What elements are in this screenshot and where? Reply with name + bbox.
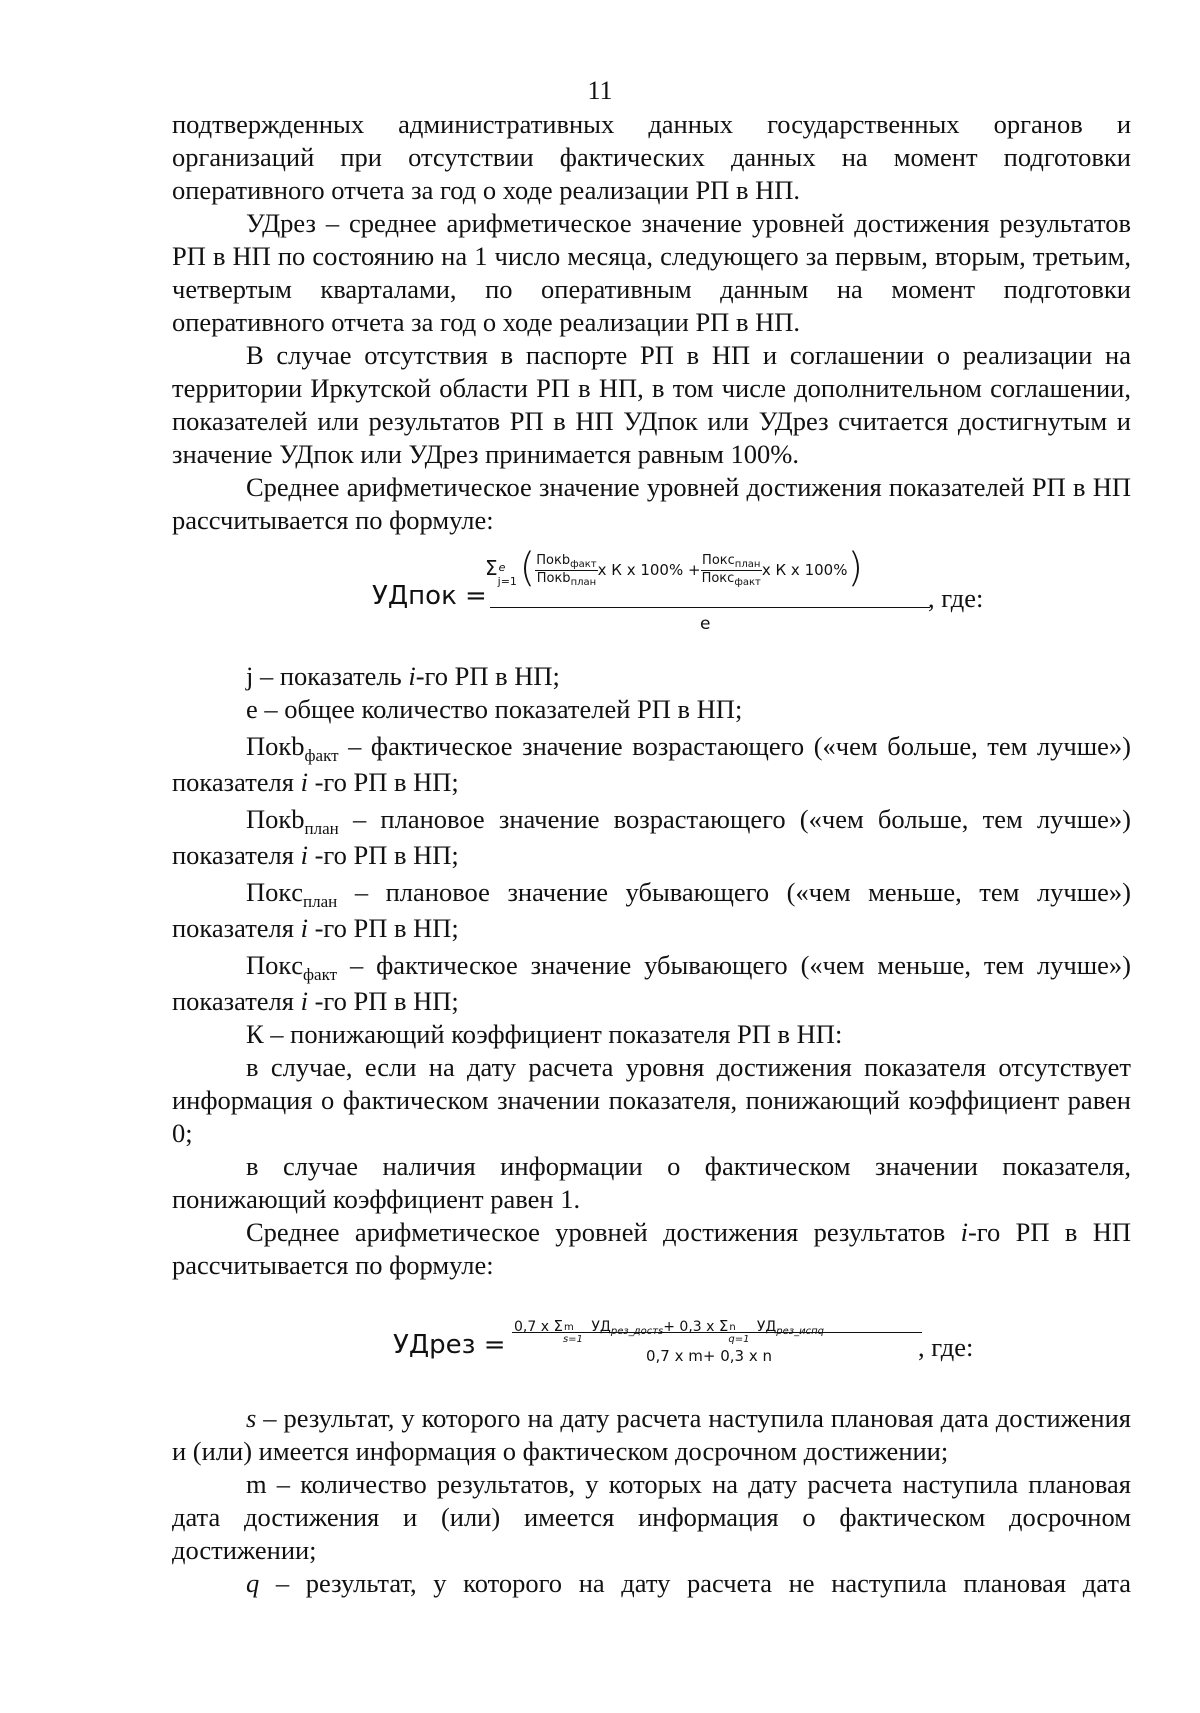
def-j-end: -го РП в НП;: [415, 661, 560, 691]
sum-upper: e: [498, 560, 506, 574]
def-bplan-italic: i: [300, 840, 308, 870]
paragraph-2: УДрез – среднее арифметическое значение уровней достижения результатов РП в НП по состоянию на 1 число месяца, следующего за первым, вторым, третьим, четвертым кварталами, по оперативным данным на момент подготовки оперативного отчета за год о ходе реализации РП в НП.: [172, 208, 1131, 337]
mult-2: x К x 100%: [761, 561, 848, 579]
sum1-lower: s=1: [562, 1334, 583, 1345]
paragraph-1: подтвержденных административных данных государственных органов и организаций при отсутствии фактических данных на момент подготовки оперативного отчета за год о ходе реализации РП в НП.: [172, 109, 1131, 205]
sum-lower: j=1: [497, 574, 517, 588]
def-bfact-italic: i: [300, 767, 308, 797]
k-case-2: в случае наличия информации о фактическом значении показателя, понижающий коэффициент равен 1.: [172, 1151, 1131, 1214]
para5-italic: i: [960, 1217, 968, 1247]
def-cfact-sub: факт: [303, 965, 338, 984]
para5-start: Среднее арифметическое уровней достижения результатов: [246, 1217, 961, 1247]
def-bfact-b: b: [291, 731, 305, 761]
def-bplan-b: b: [291, 804, 305, 834]
sum2-lower: q=1: [728, 1334, 750, 1345]
def-q-text: – результат, у которого на дату расчета не наступила плановая дата: [259, 1568, 1131, 1598]
def-bfact-sub: факт: [304, 746, 339, 765]
def-bfact-base: Пок: [246, 731, 292, 761]
paragraph-3: В случае отсутствия в паспорте РП в НП и соглашении о реализации на территории Иркутской области РП в НП, в том числе дополнительном соглашении, показателей или результатов РП в НП УДпок или УДрез считается достигнутым и значение УДпок или УДрез принимается равным 100%.: [172, 340, 1131, 469]
def-bplan-base: Пок: [246, 804, 292, 834]
f2-den-sub: факт: [734, 577, 761, 588]
sum2-upper: n: [729, 1322, 736, 1333]
num-b: + 0,3 x: [663, 1319, 719, 1335]
f1-den: Покb: [536, 571, 571, 586]
def-q: [172, 1567, 1131, 1600]
def-bplan-sub: план: [304, 819, 339, 838]
def-cplan-text: – плановое значение убывающего («чем меньше, тем лучше») показателя: [172, 877, 1131, 943]
def-bplan-text: – плановое значение возрастающего («чем больше, тем лучше») показателя: [172, 804, 1131, 870]
def-cfact-text: – фактическое значение убывающего («чем меньше, тем лучше») показателя: [172, 950, 1131, 1016]
formula-udrez-fraction-line: [512, 1332, 922, 1333]
def-cplan-c: c: [291, 877, 304, 907]
sum1-upper: m: [563, 1322, 574, 1333]
ud1: УД: [586, 1319, 611, 1335]
f1-den-sub: план: [570, 577, 597, 588]
paragraph-4: Среднее арифметическое значение уровней достижения показателей РП в НП рассчитывается по формуле:: [172, 472, 1131, 535]
formula-udrez-lhs: УДрез =: [393, 1330, 506, 1360]
def-cplan-end: -го РП в НП;: [307, 913, 459, 943]
left-paren: (: [519, 545, 536, 591]
k-case-1: в случае, если на дату расчета уровня достижения показателя отсутствует информация о фактическом значении показателя, понижающий коэффициент равен 0;: [172, 1052, 1131, 1148]
sum-symbol: Σ: [485, 556, 498, 580]
f1-num-sub: факт: [570, 559, 597, 570]
def-cfact-end: -го РП в НП;: [307, 986, 459, 1016]
ud1-sub: рез_достs: [610, 1326, 664, 1337]
f2-num-sub: план: [734, 559, 761, 570]
def-s: [172, 1402, 1131, 1468]
def-cfact-italic: i: [300, 986, 308, 1016]
def-j-text: j – показатель: [246, 661, 409, 691]
def-m: m – количество результатов, у которых на дату расчета наступила плановая дата достижения и (или) имеется информация о фактическом досрочном достижении;: [172, 1469, 1131, 1565]
def-e: е – общее количество показателей РП в НП;: [246, 694, 743, 724]
def-cplan-base: Пок: [246, 877, 292, 907]
def-q-var: q: [246, 1568, 260, 1598]
ud2-sub: рез_испq: [776, 1326, 824, 1337]
def-bplan-end: -го РП в НП;: [307, 840, 459, 870]
def-cfact-base: Пок: [246, 950, 292, 980]
def-s-var: s: [246, 1403, 257, 1433]
def-j-italic: i: [408, 661, 416, 691]
f2-den: Покc: [701, 571, 735, 586]
sum2: Σ: [718, 1317, 729, 1335]
formula-udpok-denominator: е: [700, 614, 711, 634]
def-bfact-end: -го РП в НП;: [307, 767, 459, 797]
def-s-text: – результат, у которого на дату расчета наступила плановая дата достижения и (или) имеется информация о фактическом досрочном достижении;: [172, 1403, 1131, 1466]
formula-udpok-where: , где:: [928, 583, 984, 613]
def-bfact-text: – фактическое значение возрастающего («чем больше, тем лучше») показателя: [172, 731, 1131, 797]
def-cfact-c: c: [291, 950, 304, 980]
def-k: К – понижающий коэффициент показателя РП в НП:: [246, 1019, 843, 1049]
sum1: Σ: [553, 1317, 563, 1335]
formula-udrez-denominator: 0,7 x m+ 0,3 x n: [646, 1347, 772, 1365]
formula-udpok-lhs: УДпок =: [372, 581, 487, 611]
mult-1: x К x 100% +: [597, 561, 701, 579]
page-number: 11: [587, 76, 613, 105]
f1-num: Покb: [536, 553, 571, 568]
ud2: УД: [752, 1319, 777, 1335]
def-cplan-italic: i: [300, 913, 308, 943]
def-cplan-sub: план: [303, 892, 338, 911]
formula-udrez-where: , где:: [918, 1332, 974, 1362]
para5-end: -го РП в НП рассчитывается по формуле:: [172, 1217, 1131, 1280]
text-block-3: [172, 1402, 1131, 1600]
num-a: 0,7 x: [514, 1319, 554, 1335]
f2-num: Покc: [702, 553, 735, 568]
right-paren: ): [847, 545, 864, 591]
